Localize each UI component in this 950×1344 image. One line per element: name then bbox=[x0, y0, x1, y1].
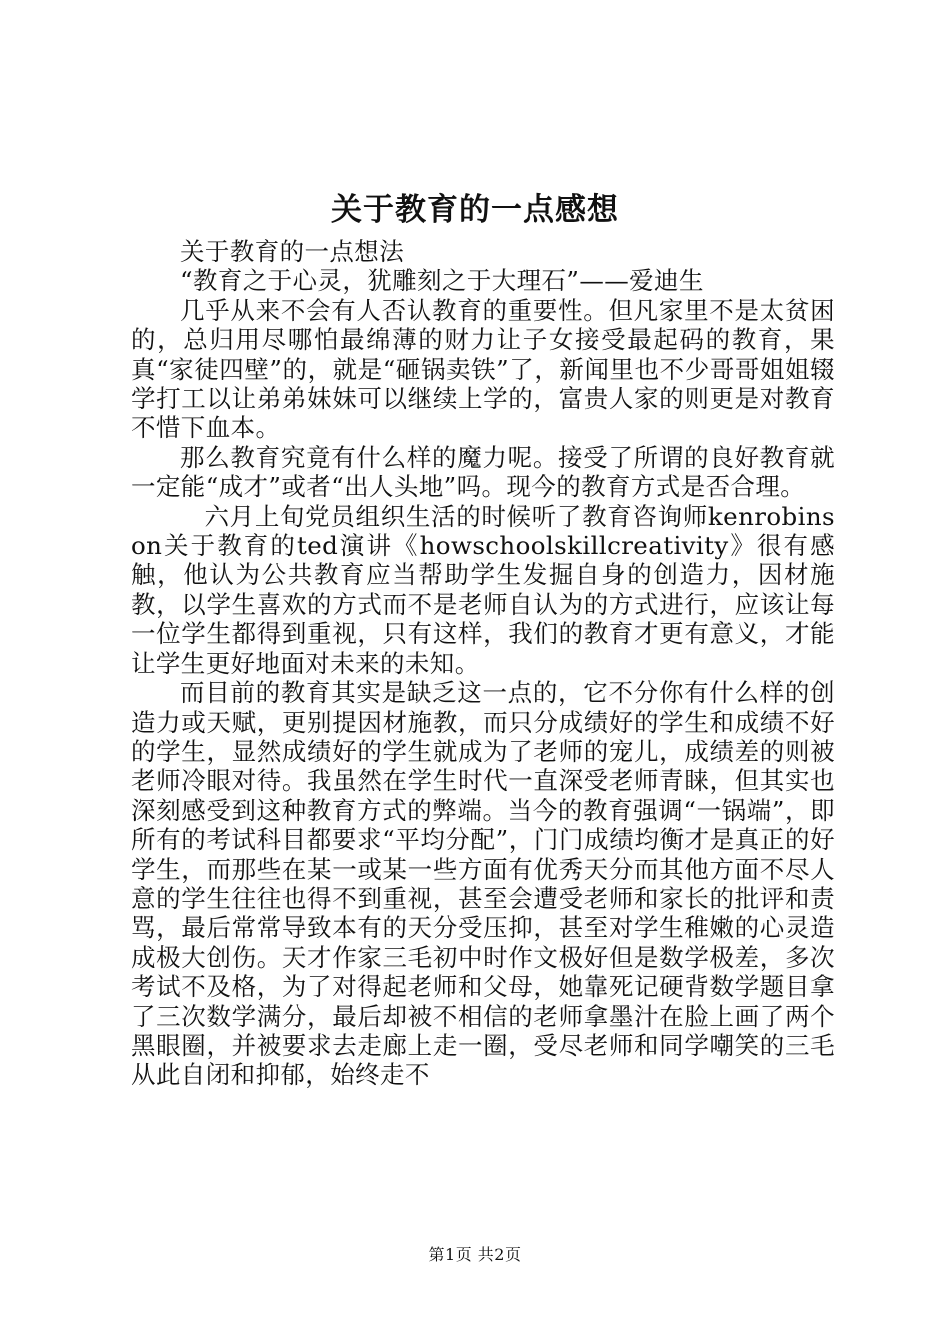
page-footer: 第1页 共2页 bbox=[428, 1245, 522, 1264]
paragraph-2: 那么教育究竟有什么样的魔力呢。接受了所谓的良好教育就一定能“成才”或者“出人头地”吗。现今的教育方式是否合理。 bbox=[131, 442, 835, 502]
document-body bbox=[131, 237, 835, 1090]
paragraph-3: 六月上旬党员组织生活的时候听了教育咨询师kenrobinson关于教育的ted演讲《howschoolskillcreativity》很有感触，他认为公共教育应当帮助学生发掘自身的创造力，因材施教，以学生喜欢的方式而不是老师自认为的方式进行，应该让每一位学生都得到重视，只有这样，我们的教育才更有意义，才能让学生更好地面对未来的未知。 bbox=[131, 501, 835, 678]
paragraph-quote: “教育之于心灵，犹雕刻之于大理石”——爱迪生 bbox=[180, 266, 704, 296]
document-title: 关于教育的一点感想 bbox=[331, 192, 619, 228]
paragraph-subtitle: 关于教育的一点想法 bbox=[180, 237, 405, 266]
paragraph-4: 而目前的教育其实是缺乏这一点的，它不分你有什么样的创造力或天赋，更别提因材施教，而只分成绩好的学生和成绩不好的学生，显然成绩好的学生就成为了老师的宠儿，成绩差的则被老师冷眼对待。我虽然在学生时代一直深受老师青睐，但其实也深刻感受到这种教育方式的弊端。当今的教育强调“一锅端”，即所有的考试科目都要求“平均分配”，门门成绩均衡才是真正的好学生，而那些在某一或某一些方面有优秀天分而其他方面不尽人意的学生往往也得不到重视，甚至会遭受老师和家长的批评和责骂，最后常常导致本有的天分受压抑，甚至对学生稚嫩的心灵造成极大创伤。天才作家三毛初中时作文极好但是数学极差，多次考试不及格，为了对得起老师和父母，她靠死记硬背数学题目拿了三次数学满分，最后却被不相信的老师拿墨汁在脸上画了两个黑眼圈，并被要求去走廊上走一圈，受尽老师和同学嘲笑的三毛从此自闭和抑郁，始终走不 bbox=[131, 678, 835, 1090]
paragraph-1: 几乎从来不会有人否认教育的重要性。但凡家里不是太贫困的，总归用尽哪怕最绵薄的财力让子女接受最起码的教育，果真“家徒四壁”的，就是“砸锅卖铁”了，新闻里也不少哥哥姐姐辍学打工以让弟弟妹妹可以继续上学的，富贵人家的则更是对教育不惜下血本。 bbox=[131, 295, 835, 443]
